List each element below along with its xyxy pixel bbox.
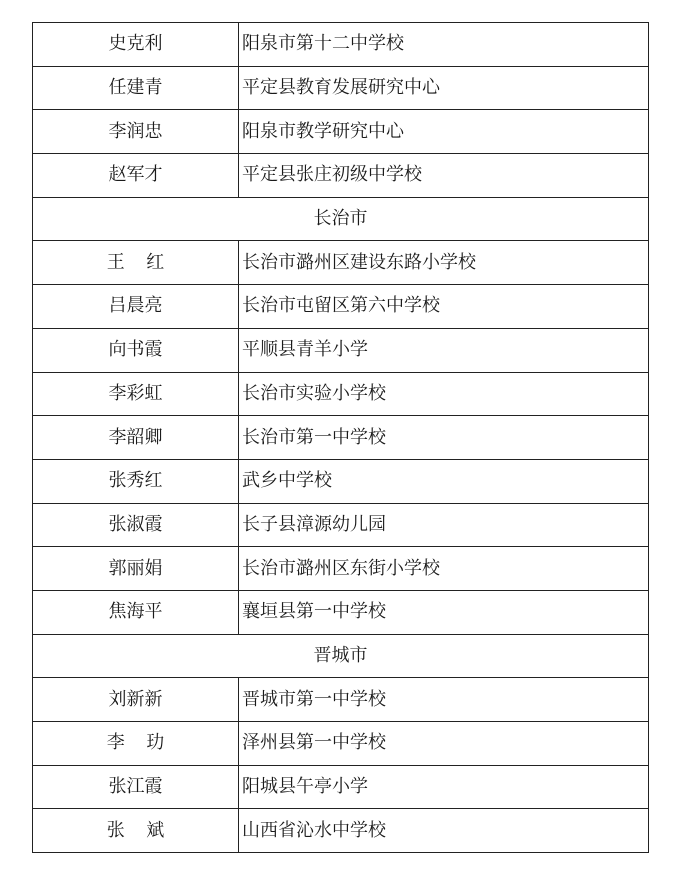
person-name: 李玏 [106, 732, 186, 754]
person-name: 张淑霞 [108, 513, 163, 535]
person-name-cell [33, 416, 239, 460]
table-row [33, 722, 649, 766]
work-unit-cell: 长治市潞州区建设东路小学校 [239, 241, 649, 285]
person-name-cell [33, 372, 239, 416]
work-unit-cell: 平顺县青羊小学 [239, 328, 649, 372]
table-row [33, 285, 649, 329]
work-unit-cell: 阳泉市第十二中学校 [239, 23, 649, 67]
table-row [33, 459, 649, 503]
table-row [33, 678, 649, 722]
work-unit-cell: 襄垣县第一中学校 [239, 590, 649, 634]
table-row [33, 328, 649, 372]
person-name-cell [33, 503, 239, 547]
person-name: 焦海平 [108, 601, 163, 623]
person-name-cell [33, 765, 239, 809]
table-row [33, 110, 649, 154]
person-name-cell [33, 328, 239, 372]
work-unit-cell: 山西省沁水中学校 [239, 809, 649, 853]
table-row [33, 416, 649, 460]
section-header-row [33, 197, 649, 241]
person-name: 李彩虹 [108, 382, 163, 404]
table-row [33, 765, 649, 809]
table-row [33, 154, 649, 198]
work-unit-cell: 长治市第一中学校 [239, 416, 649, 460]
person-name-cell [33, 459, 239, 503]
person-name-cell [33, 66, 239, 110]
table-row [33, 503, 649, 547]
work-unit-cell: 平定县教育发展研究中心 [239, 66, 649, 110]
person-name: 刘新新 [108, 688, 163, 710]
table-row [33, 372, 649, 416]
section-title: 长治市 [33, 197, 649, 241]
table-row [33, 809, 649, 853]
person-name: 史克利 [108, 33, 163, 55]
person-name-cell [33, 590, 239, 634]
section-header-row [33, 634, 649, 678]
work-unit-cell: 平定县张庄初级中学校 [239, 154, 649, 198]
person-name-cell [33, 678, 239, 722]
table-row [33, 547, 649, 591]
person-name: 任建青 [108, 77, 163, 99]
section-title: 晋城市 [33, 634, 649, 678]
roster-body [33, 23, 649, 853]
person-name: 向书霞 [108, 339, 163, 361]
table-row [33, 590, 649, 634]
table-row [33, 66, 649, 110]
work-unit-cell: 长子县漳源幼儿园 [239, 503, 649, 547]
table-row [33, 241, 649, 285]
work-unit-cell: 长治市屯留区第六中学校 [239, 285, 649, 329]
person-name-cell [33, 154, 239, 198]
person-name-cell [33, 722, 239, 766]
person-name-cell [33, 110, 239, 154]
person-name-cell [33, 285, 239, 329]
person-name-cell [33, 547, 239, 591]
person-name-cell [33, 23, 239, 67]
work-unit-cell: 长治市实验小学校 [239, 372, 649, 416]
person-name: 李韶卿 [108, 426, 163, 448]
work-unit-cell: 武乡中学校 [239, 459, 649, 503]
person-name: 郭丽娟 [108, 557, 163, 579]
person-name-cell [33, 809, 239, 853]
table-row [33, 23, 649, 67]
person-name: 吕晨亮 [108, 295, 163, 317]
work-unit-cell: 阳城县午亭小学 [239, 765, 649, 809]
person-name: 张斌 [106, 819, 186, 841]
person-name: 王红 [106, 251, 186, 273]
work-unit-cell: 长治市潞州区东街小学校 [239, 547, 649, 591]
work-unit-cell: 晋城市第一中学校 [239, 678, 649, 722]
work-unit-cell: 阳泉市教学研究中心 [239, 110, 649, 154]
work-unit-cell: 泽州县第一中学校 [239, 722, 649, 766]
person-name: 张秀红 [108, 470, 163, 492]
roster-table [32, 22, 649, 853]
person-name: 张江霞 [108, 776, 163, 798]
person-name: 赵军才 [108, 164, 163, 186]
person-name: 李润忠 [108, 120, 163, 142]
person-name-cell [33, 241, 239, 285]
